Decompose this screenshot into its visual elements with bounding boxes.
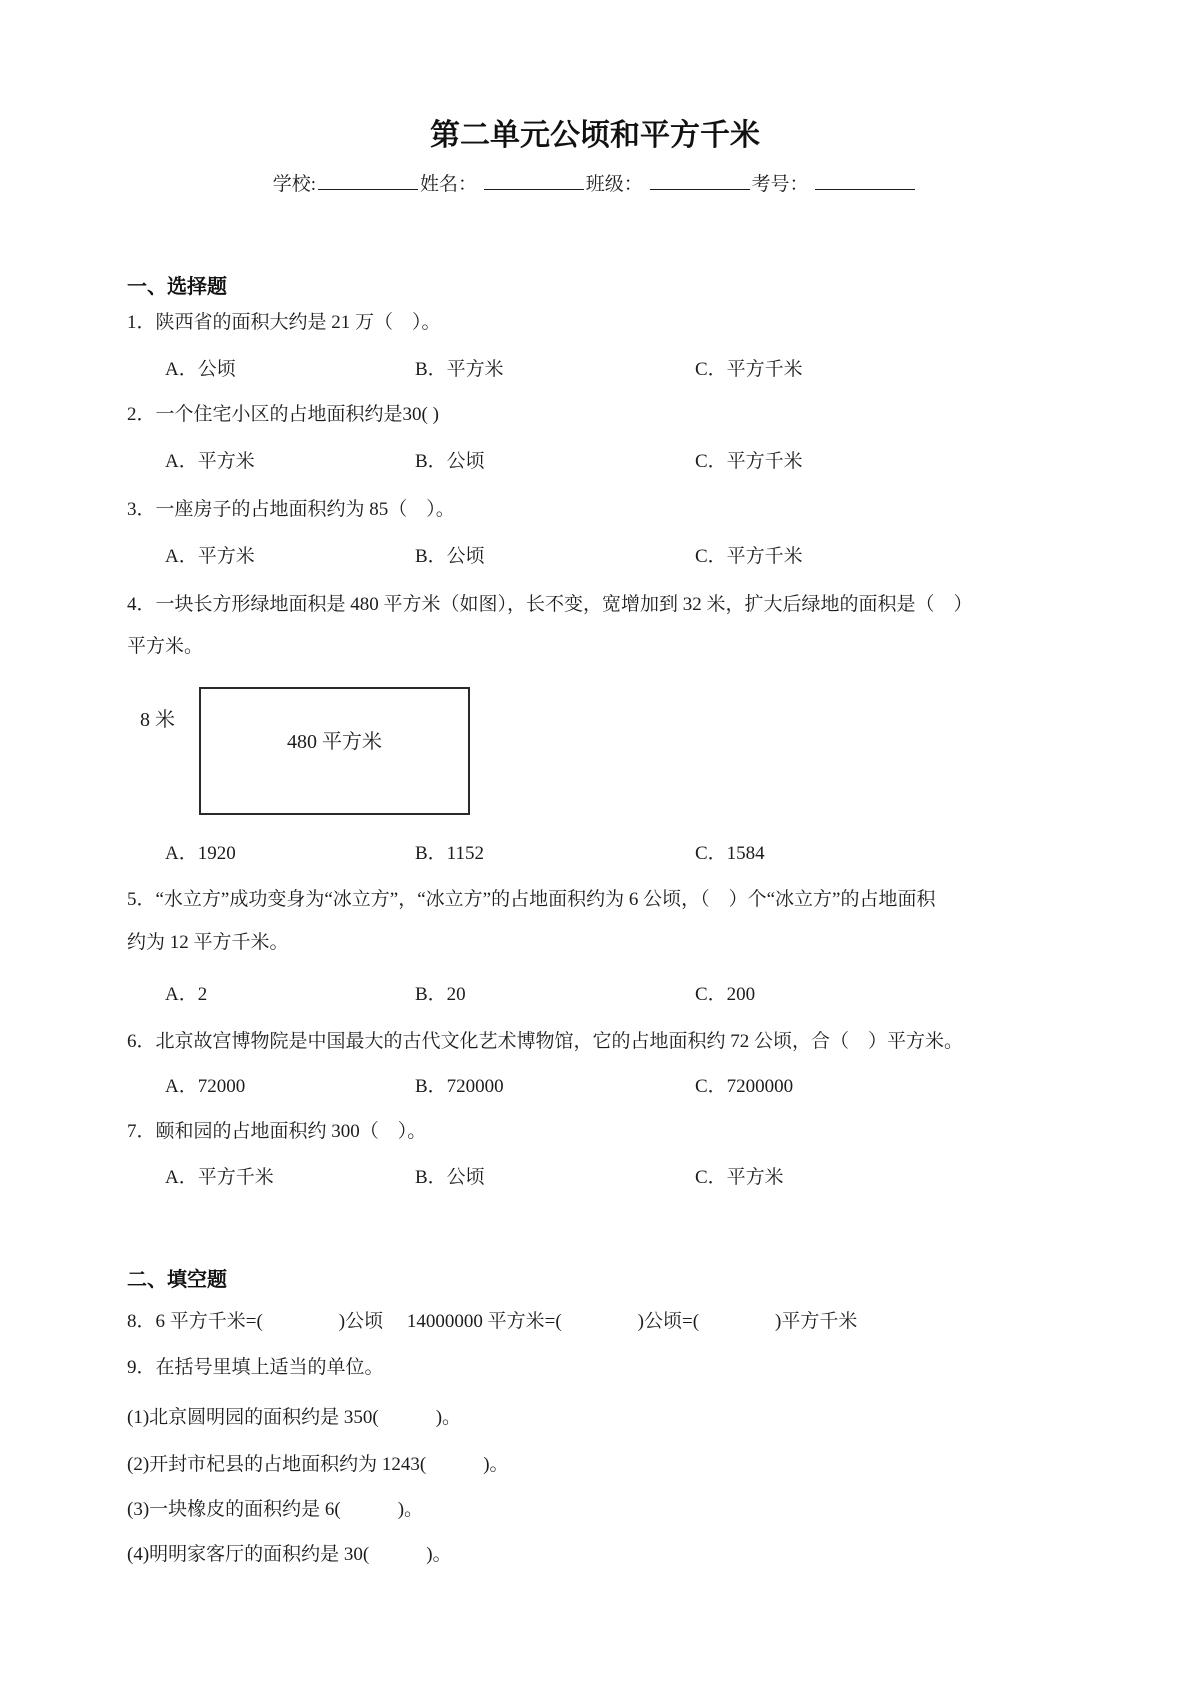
- question-9-text: 9．在括号里填上适当的单位。: [127, 1357, 384, 1378]
- option-b: B．公顷: [415, 451, 485, 472]
- option-c: C．1584: [695, 843, 765, 864]
- question-9-item-3: (3)一块橡皮的面积约是 6( )。: [127, 1499, 424, 1520]
- option-b: B．平方米: [415, 359, 504, 380]
- exam-no-blank: [815, 189, 915, 190]
- section-fill-heading: 二、填空题: [127, 1269, 227, 1291]
- option-c: C．平方千米: [695, 451, 803, 472]
- option-b: B．20: [415, 984, 466, 1005]
- question-9-item-2: (2)开封市杞县的占地面积约为 1243( )。: [127, 1454, 509, 1475]
- question-6-text: 6．北京故宫博物院是中国最大的古代文化艺术博物馆，它的占地面积约 72 公顷，合（ ）平方米。: [127, 1031, 964, 1052]
- name-blank: [484, 189, 584, 190]
- question-6-options: [165, 1073, 1130, 1101]
- option-b: B．1152: [415, 843, 484, 864]
- option-a: A．公顷: [165, 359, 236, 380]
- question-2-options: [165, 448, 1130, 476]
- school-blank: [318, 189, 418, 190]
- option-c: C．200: [695, 984, 756, 1005]
- option-c: C．平方千米: [695, 546, 803, 567]
- question-7-text: 7．颐和园的占地面积约 300（ ）。: [127, 1121, 427, 1142]
- option-c: C．平方千米: [695, 359, 803, 380]
- option-c: C．平方米: [695, 1167, 784, 1188]
- question-5-text: 5．“水立方”成功变身为“冰立方”，“冰立方”的占地面积约为 6 公顷，（ ）个“冰立方”的占地面积: [127, 889, 936, 910]
- option-a: A．平方米: [165, 451, 255, 472]
- option-a: A．平方米: [165, 546, 255, 567]
- question-4-text: 4．一块长方形绿地面积是 480 平方米（如图），长不变，宽增加到 32 米，扩大后绿地的面积是（ ）: [127, 594, 973, 615]
- figure-width-label: 8 米: [140, 709, 175, 731]
- option-a: A．72000: [165, 1076, 246, 1097]
- question-9-item-4: (4)明明家客厅的面积约是 30( )。: [127, 1544, 452, 1565]
- exam-no-label: 考号：: [751, 174, 814, 195]
- option-b: B．公顷: [415, 546, 485, 567]
- student-info-row: [0, 171, 1190, 199]
- question-9-item-1: (1)北京圆明园的面积约是 350( )。: [127, 1407, 462, 1428]
- question-1-text: 1．陕西省的面积大约是 21 万（ ）。: [127, 312, 441, 333]
- question-4-text-line2: 平方米。: [127, 636, 204, 657]
- question-3-options: [165, 543, 1130, 571]
- question-2-text: 2．一个住宅小区的占地面积约是30( ): [127, 404, 439, 425]
- school-label: 学校:: [272, 174, 316, 195]
- option-a: A．平方千米: [165, 1167, 274, 1188]
- page-title: 第二单元公顷和平方千米: [430, 119, 760, 152]
- section-choice-heading: 一、选择题: [127, 276, 227, 298]
- option-b: B．720000: [415, 1076, 504, 1097]
- name-label: 姓名：: [419, 174, 482, 195]
- question-1-options: [165, 356, 1130, 384]
- figure-area-label: 480 平方米: [287, 731, 382, 753]
- question-7-options: [165, 1164, 1130, 1192]
- question-4-options: [165, 840, 1130, 868]
- class-blank: [650, 189, 750, 190]
- option-c: C．7200000: [695, 1076, 794, 1097]
- option-a: A．1920: [165, 843, 236, 864]
- option-a: A．2: [165, 984, 208, 1005]
- option-b: B．公顷: [415, 1167, 485, 1188]
- question-3-text: 3．一座房子的占地面积约为 85（ ）。: [127, 499, 455, 520]
- question-5-text-line2: 约为 12 平方千米。: [127, 932, 289, 953]
- class-label: 班级：: [585, 174, 648, 195]
- question-5-options: [165, 981, 1130, 1009]
- question-8-text: 8．6 平方千米=( )公顷 14000000 平方米=( )公顷=( )平方千米: [127, 1311, 858, 1332]
